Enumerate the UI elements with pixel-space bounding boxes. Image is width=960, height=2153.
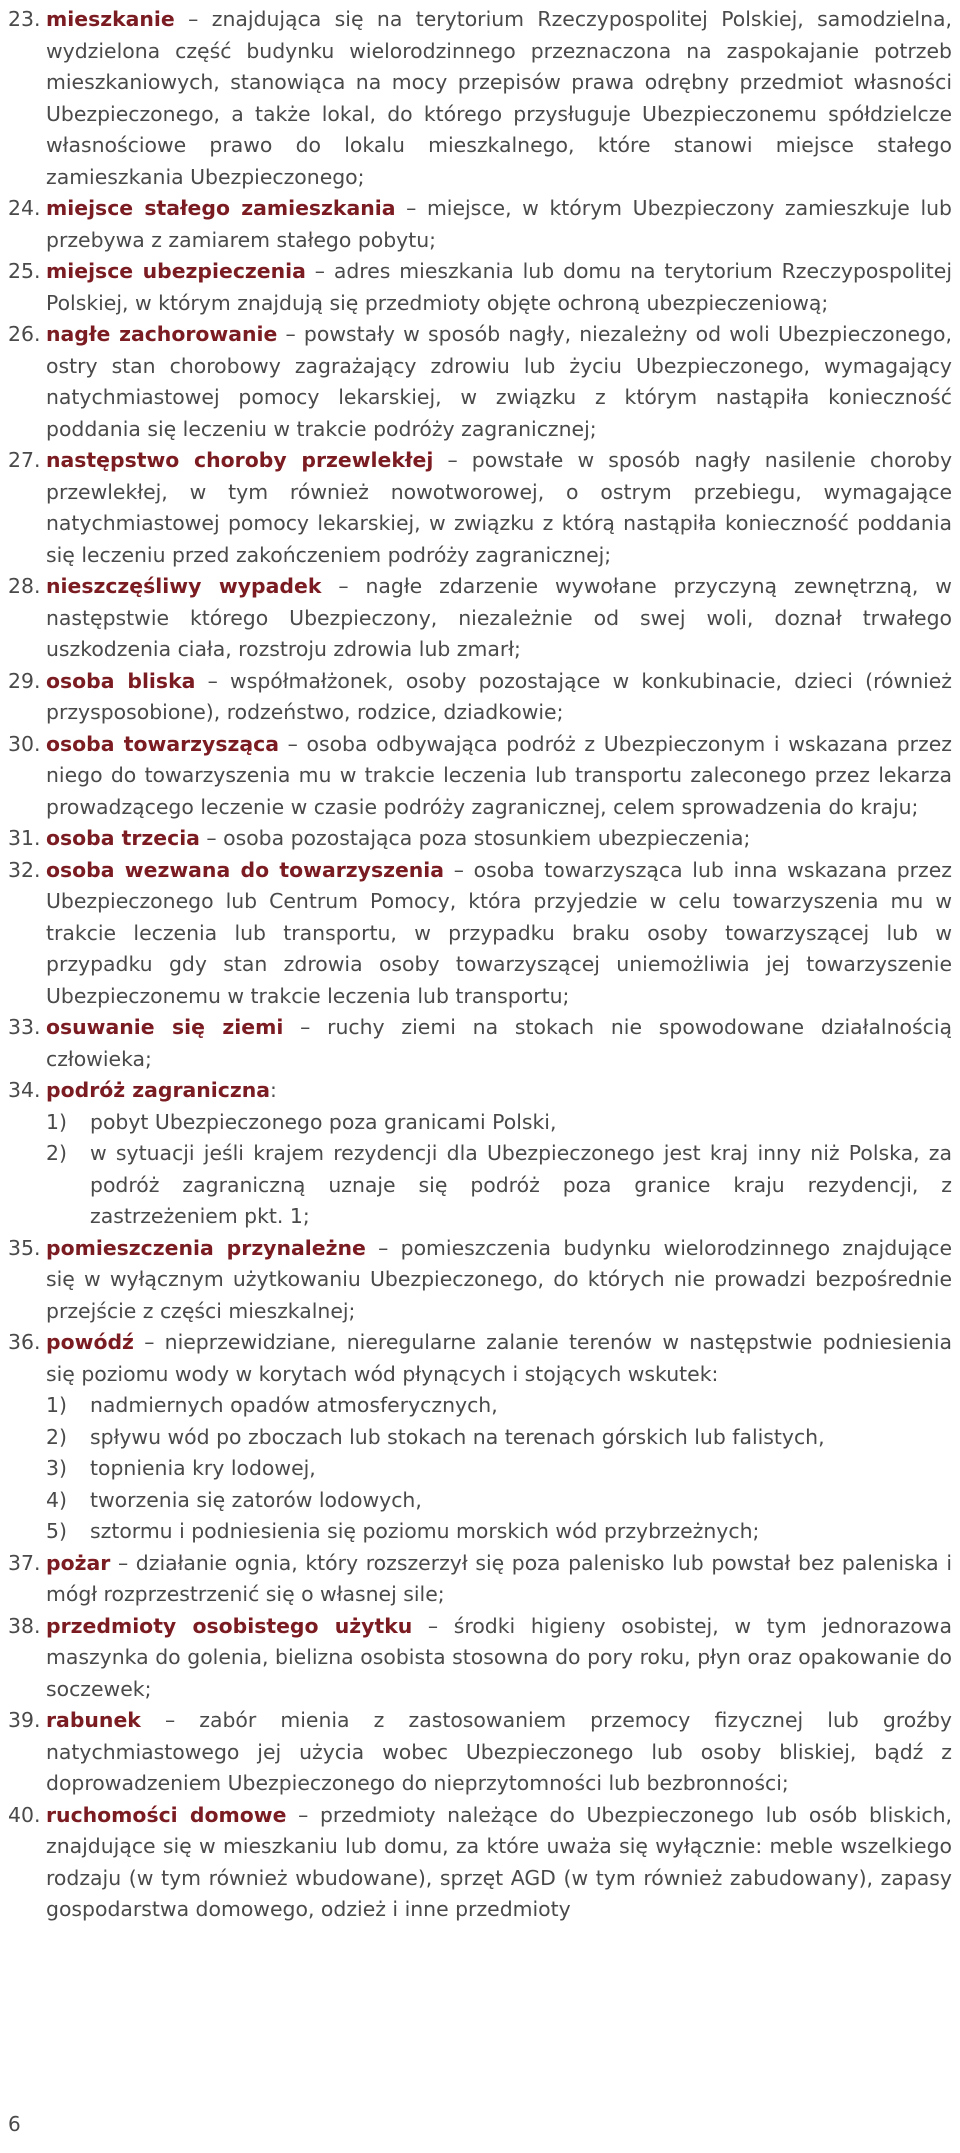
subitem-text: topnienia kry lodowej, bbox=[90, 1456, 316, 1480]
subitem-text: pobyt Ubezpieczonego poza granicami Polski, bbox=[90, 1109, 557, 1134]
definition-body bbox=[46, 1012, 952, 1075]
subitem-number: 1) bbox=[46, 1393, 67, 1417]
definition-term: powódź bbox=[46, 1330, 134, 1354]
definition-number: 30. bbox=[8, 731, 41, 756]
definition-body bbox=[46, 319, 952, 445]
definition-number: 33. bbox=[8, 1015, 41, 1039]
definition-term: osuwanie się ziemi bbox=[46, 1015, 284, 1039]
definition-body bbox=[46, 855, 952, 1013]
definition-item bbox=[8, 855, 952, 1013]
definition-text: – ruchy ziemi na stokach nie spowodowane działalnością człowieka; bbox=[46, 1015, 952, 1071]
definition-item bbox=[8, 1705, 952, 1800]
definition-item bbox=[8, 823, 952, 855]
definition-body bbox=[46, 823, 952, 855]
subitem-text: nadmiernych opadów atmosferycznych, bbox=[90, 1393, 498, 1417]
definition-text: – osoba towarzysząca lub inna wskazana przez Ubezpieczonego lub Centrum Pomocy, która przyjedzie w celu towarzyszenia mu w trakcie leczenia lub transportu, w przypadku braku osoby towarzyszącej lub w przypadku gdy stan zdrowia osoby towarzyszącej uniemożliwia jej towarzyszenie Ubezpieczonemu w trakcie leczenia lub transportu; bbox=[46, 857, 952, 1008]
definition-number: 28. bbox=[8, 574, 41, 598]
definition-text: – znajdująca się na terytorium Rzeczypospolitej Polskiej, samodzielna, wydzielona część budynku wielorodzinnego przeznaczona na zaspokajanie potrzeb mieszkaniowych, stanowiąca na mocy przepisów prawa odrębny przedmiot własności Ubezpieczonego, a także lokal, do którego przysługuje Ubezpieczonemu spółdzielcze własnościowe prawo do lokalu mieszkalnego, które stanowi miejsce stałego zamieszkania Ubezpieczonego; bbox=[46, 7, 952, 189]
definition-item bbox=[8, 1233, 952, 1328]
definition-item bbox=[8, 1800, 952, 1926]
definition-term: podróż zagraniczna bbox=[46, 1078, 271, 1102]
definition-item bbox=[8, 256, 952, 319]
definition-item bbox=[8, 1327, 952, 1548]
definition-term: osoba towarzysząca bbox=[46, 731, 279, 756]
subitem-number: 4) bbox=[46, 1487, 67, 1512]
definition-subitem bbox=[46, 1485, 952, 1517]
definition-item bbox=[8, 666, 952, 729]
definition-text: – nieprzewidziane, nieregularne zalanie terenów w następstwie podniesienia się poziomu wody w korytach wód płynących i stojących wskutek: bbox=[46, 1330, 952, 1386]
definition-subitem bbox=[46, 1516, 952, 1548]
definition-body bbox=[46, 729, 952, 824]
definition-item bbox=[8, 445, 952, 571]
definition-text: – powstałe w sposób nagły nasilenie choroby przewlekłej, w tym również nowotworowej, o ostrym przebiegu, wymagające natychmiastowej pomocy lekarskiej, w związku z którą nastąpiła konieczność poddania się leczeniu przed zakończeniem podróży zagranicznej; bbox=[46, 448, 953, 567]
definition-subitem bbox=[46, 1453, 952, 1485]
definition-number: 24. bbox=[8, 196, 41, 220]
subitem-text: w sytuacji jeśli krajem rezydencji dla Ubezpieczonego jest kraj inny niż Polska, za podróż zagraniczną uznaje się podróż poza granice kraju rezydencji, z zastrzeżeniem pkt. 1; bbox=[90, 1141, 952, 1228]
subitem-number: 3) bbox=[46, 1456, 67, 1480]
definition-term: osoba wezwana do towarzyszenia bbox=[46, 857, 445, 882]
definition-subitem bbox=[46, 1138, 952, 1233]
definition-number: 38. bbox=[8, 1613, 41, 1638]
definition-item bbox=[8, 193, 952, 256]
page-number: 6 bbox=[8, 2112, 21, 2136]
definition-number: 36. bbox=[8, 1330, 41, 1354]
definition-term: rabunek bbox=[46, 1708, 141, 1732]
definition-text: – osoba odbywająca podróż z Ubezpieczonym i wskazana przez niego do towarzyszenia mu w trakcie leczenia lub transportu zaleconego przez lekarza prowadzącego leczenie w czasie podróży zagranicznej, celem sprowadzenia do kraju; bbox=[46, 731, 952, 819]
definition-body bbox=[46, 445, 952, 571]
definition-item bbox=[8, 319, 952, 445]
subitem-number: 1) bbox=[46, 1109, 67, 1134]
definition-item bbox=[8, 1548, 952, 1611]
definition-term: przedmioty osobistego użytku bbox=[46, 1613, 413, 1638]
subitem-text: sztormu i podniesienia się poziomu morskich wód przybrzeżnych; bbox=[90, 1519, 760, 1543]
definition-body bbox=[46, 1233, 952, 1328]
definition-number: 35. bbox=[8, 1235, 41, 1260]
definition-term: mieszkanie bbox=[46, 7, 175, 31]
definition-term: następstwo choroby przewlekłej bbox=[46, 448, 434, 472]
definition-item bbox=[8, 729, 952, 824]
definition-number: 26. bbox=[8, 322, 41, 346]
definition-body bbox=[46, 1327, 952, 1548]
definition-text: – współmałżonek, osoby pozostające w konkubinacie, dzieci (również przysposobione), rodzeństwo, rodzice, dziadkowie; bbox=[46, 668, 952, 724]
definition-text: – zabór mienia z zastosowaniem przemocy fizycznej lub groźby natychmiastowego jej użycia wobec Ubezpieczonego lub osoby bliskiej, bądź z doprowadzeniem Ubezpieczonego do nieprzytomności lub bezbronności; bbox=[46, 1708, 952, 1795]
definition-text: : bbox=[270, 1078, 277, 1102]
definition-body bbox=[46, 1075, 952, 1233]
definition-term: miejsce ubezpieczenia bbox=[46, 259, 306, 283]
definition-body bbox=[46, 1611, 952, 1706]
definition-body bbox=[46, 4, 952, 193]
subitem-number: 5) bbox=[46, 1519, 67, 1543]
definition-text: – osoba pozostająca poza stosunkiem ubezpieczenia; bbox=[199, 826, 751, 850]
definition-term: osoba trzecia bbox=[46, 826, 200, 850]
definition-number: 37. bbox=[8, 1550, 41, 1575]
definition-term: pożar bbox=[46, 1550, 111, 1575]
definition-number: 27. bbox=[8, 448, 41, 472]
definition-subitem bbox=[46, 1422, 952, 1454]
definition-term: nieszczęśliwy wypadek bbox=[46, 574, 322, 598]
definition-body bbox=[46, 571, 952, 666]
definition-term: miejsce stałego zamieszkania bbox=[46, 196, 396, 220]
definition-text: – powstały w sposób nagły, niezależny od woli Ubezpieczonego, ostry stan chorobowy zagrażający zdrowiu lub życiu Ubezpieczonego, wymagający natychmiastowej pomocy lekarskiej, w związku z którym nastąpiła konieczność poddania się leczeniu w trakcie podróży zagranicznej; bbox=[46, 322, 952, 441]
definition-number: 29. bbox=[8, 668, 41, 693]
definition-number: 31. bbox=[8, 826, 41, 850]
definition-text: – adres mieszkania lub domu na terytorium Rzeczypospolitej Polskiej, w którym znajdują się przedmioty objęte ochroną ubezpieczeniową; bbox=[46, 259, 952, 315]
definition-item bbox=[8, 1611, 952, 1706]
definition-body bbox=[46, 1800, 952, 1926]
definition-term: osoba bliska bbox=[46, 668, 196, 693]
subitem-text: tworzenia się zatorów lodowych, bbox=[90, 1487, 422, 1512]
definition-text: – pomieszczenia budynku wielorodzinnego znajdujące się w wyłącznym użytkowaniu Ubezpieczonego, do których nie prowadzi bezpośrednie przejście z części mieszkalnej; bbox=[46, 1235, 953, 1323]
definition-number: 34. bbox=[8, 1078, 41, 1102]
definition-text: – działanie ognia, który rozszerzył się poza palenisko lub powstał bez paleniska i mógł rozprzestrzenić się o własnej sile; bbox=[46, 1550, 952, 1606]
definition-subitem bbox=[46, 1390, 952, 1422]
definition-item bbox=[8, 1012, 952, 1075]
definition-text: – przedmioty należące do Ubezpieczonego lub osób bliskich, znajdujące się w mieszkaniu lub domu, za które uważa się wyłącznie: meble wszelkiego rodzaju (w tym również wbudowane), sprzęt AGD (w tym również zabudowany), zapasy gospodarstwa domowego, odzież i inne przedmioty bbox=[46, 1802, 953, 1921]
definition-text: – miejsce, w którym Ubezpieczony zamieszkuje lub przebywa z zamiarem stałego pobytu; bbox=[46, 196, 952, 252]
definition-term: pomieszczenia przynależne bbox=[46, 1235, 366, 1260]
definition-number: 25. bbox=[8, 259, 41, 283]
definition-body bbox=[46, 256, 952, 319]
definition-item bbox=[8, 571, 952, 666]
definition-body bbox=[46, 666, 952, 729]
definition-number: 40. bbox=[8, 1802, 41, 1827]
definitions-list bbox=[8, 4, 952, 1926]
definition-body bbox=[46, 193, 952, 256]
definition-text: – nagłe zdarzenie wywołane przyczyną zewnętrzną, w następstwie którego Ubezpieczony, niezależnie od swej woli, doznał trwałego uszkodzenia ciała, rozstroju zdrowia lub zmarł; bbox=[46, 574, 952, 661]
definition-text: – środki higieny osobistej, w tym jednorazowa maszynka do golenia, bielizna osobista stosowna do pory roku, płyn oraz opakowanie do soczewek; bbox=[46, 1613, 952, 1701]
definition-subitem bbox=[46, 1107, 952, 1139]
definition-term: ruchomości domowe bbox=[46, 1802, 287, 1827]
subitem-text: spływu wód po zboczach lub stokach na terenach górskich lub falistych, bbox=[90, 1424, 825, 1449]
definition-item bbox=[8, 4, 952, 193]
definition-number: 32. bbox=[8, 857, 41, 882]
definition-item bbox=[8, 1075, 952, 1233]
definition-body bbox=[46, 1705, 952, 1800]
definition-number: 39. bbox=[8, 1708, 41, 1732]
definition-body bbox=[46, 1548, 952, 1611]
subitem-number: 2) bbox=[46, 1141, 67, 1165]
definition-term: nagłe zachorowanie bbox=[46, 322, 278, 346]
subitem-number: 2) bbox=[46, 1424, 67, 1449]
definition-number: 23. bbox=[8, 7, 41, 31]
